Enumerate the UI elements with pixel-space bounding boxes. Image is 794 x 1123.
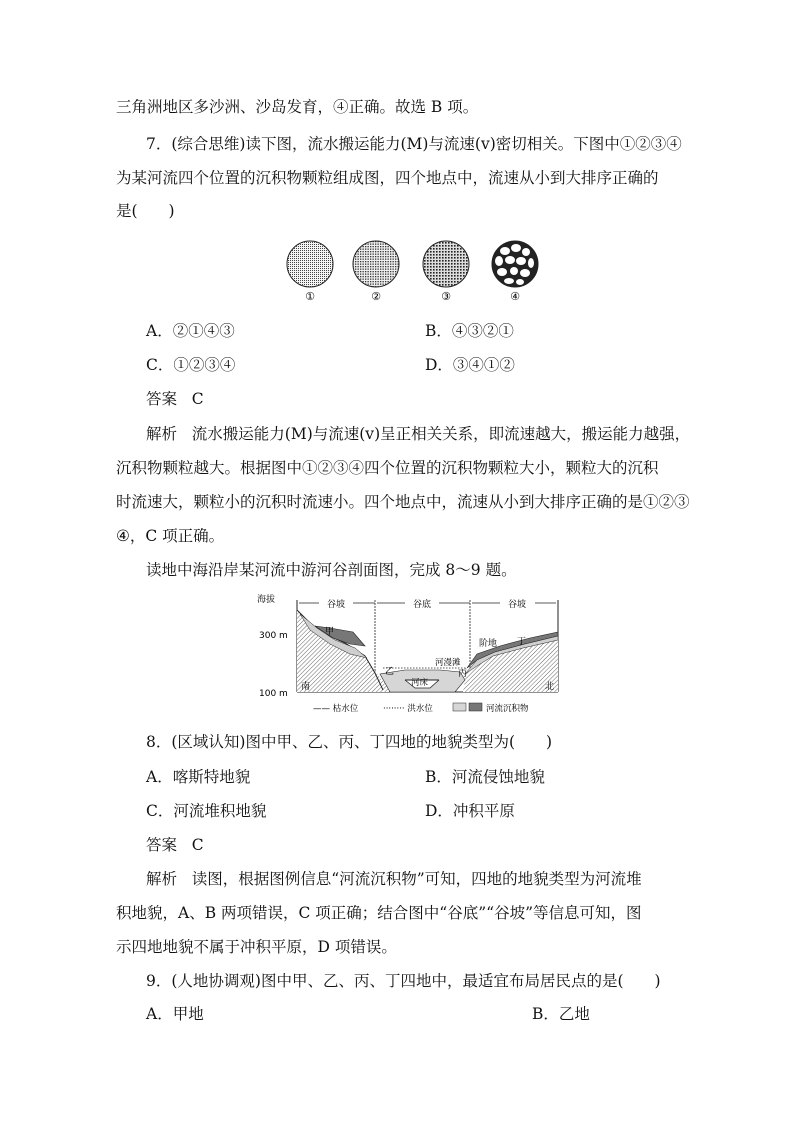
legend-low-water: —— 枯水位 (313, 704, 359, 714)
q8-option-c: C．河流堆积地貌 (146, 802, 267, 820)
grain-circle-3 (423, 241, 469, 287)
label-bing: 丙 (458, 669, 468, 679)
label-riverbed: 河床 (411, 678, 429, 688)
q7-stem-line1: 7．(综合思维)读下图，流水搬运能力(M)与流速(v)密切相关。下图中①②③④ (146, 135, 682, 153)
q7-answer (146, 389, 204, 409)
q7-stem-line2: 为某河流四个位置的沉积物颗粒组成图，四个地点中，流速从小到大排序正确的 (116, 169, 659, 187)
explanation-text: 读图，根据图例信息“河流沉积物”可知，四地的地貌类型为河流堆 (191, 870, 642, 888)
answer-label: 答案 (146, 390, 178, 408)
grain-circle-2 (353, 241, 399, 287)
q8-stem: 8．(区域认知)图中甲、乙、丙、丁四地的地貌类型为( ) (146, 733, 553, 751)
grain-label-3: ③ (441, 290, 451, 303)
q6-tail-text: 三角洲地区多沙洲、沙岛发育，④正确。故选 B 项。 (116, 98, 479, 116)
q8-option-b: B．河流侵蚀地貌 (425, 768, 545, 786)
sediment-grain-figure (280, 236, 550, 306)
q8-answer (146, 835, 204, 855)
explanation-label: 解析 (146, 425, 178, 443)
legend-swatch-dark (469, 703, 482, 711)
answer-label: 答案 (146, 836, 178, 854)
grain-circle-4 (492, 241, 538, 287)
q7-option-b: B．④③②① (425, 322, 514, 340)
label-valley-bottom: 谷底 (412, 600, 432, 610)
answer-value: C (191, 836, 204, 854)
q8-option-a: A．喀斯特地貌 (146, 768, 251, 786)
answer-value: C (191, 390, 204, 408)
q7-option-d: D．③④①② (425, 356, 515, 374)
q9-option-a: A．甲地 (146, 1005, 204, 1023)
label-floodplain: 河漫滩 (435, 658, 461, 668)
valley-cross-section-figure (255, 588, 565, 716)
y-tick-300: 300 m (259, 631, 288, 641)
q8-explanation-line3: 示四地地貌不属于冲积平原，D 项错误。 (116, 938, 397, 956)
grain-circle-1 (287, 241, 333, 287)
label-slope-right: 谷坡 (507, 600, 527, 610)
legend-swatch-light (453, 703, 466, 711)
explanation-text: 流水搬运能力(M)与流速(v)呈正相关关系，即流速越大，搬运能力越强， (191, 425, 691, 443)
label-yi: 乙 (385, 667, 395, 677)
q8-9-intro: 读地中海沿岸某河流中游河谷剖面图，完成 8～9 题。 (146, 561, 517, 579)
q9-stem: 9．(人地协调观)图中甲、乙、丙、丁四地中，最适宜布局居民点的是( ) (146, 972, 661, 990)
label-terrace: 阶地 (479, 639, 498, 649)
q7-option-a: A．②①④③ (146, 322, 235, 340)
label-south: 南 (301, 682, 311, 692)
q9-option-b: B．乙地 (532, 1005, 590, 1023)
q7-explanation-line2: 沉积物颗粒越大。根据图中①②③④四个位置的沉积物颗粒大小，颗粒大的沉积 (116, 459, 659, 477)
q7-explanation-line3: 时流速大，颗粒小的沉积时流速小。四个地点中，流速从小到大排序正确的是①②③ (116, 493, 690, 511)
label-slope-left: 谷坡 (326, 600, 346, 610)
legend-flood-water: ········ 洪水位 (383, 704, 433, 714)
legend-sediment: 河流沉积物 (486, 704, 529, 714)
q7-stem-line3: 是( ) (116, 202, 175, 220)
q8-explanation-line1 (146, 869, 642, 889)
label-jia: 甲 (325, 627, 335, 637)
explanation-label: 解析 (146, 870, 178, 888)
grain-label-1: ① (305, 290, 315, 303)
grain-label-2: ② (371, 290, 381, 303)
q8-option-d: D．冲积平原 (425, 802, 515, 820)
y-tick-100: 100 m (259, 689, 288, 699)
label-north: 北 (545, 682, 555, 692)
label-ding: 丁 (517, 637, 527, 647)
q7-explanation-line4: ④，C 项正确。 (116, 527, 225, 545)
q7-explanation-line1 (146, 424, 690, 444)
y-axis-title: 海拔 (257, 595, 276, 605)
q7-option-c: C．①②③④ (146, 356, 236, 374)
q8-explanation-line2: 积地貌，A、B 两项错误，C 项正确；结合图中“谷底”“谷坡”等信息可知，图 (116, 904, 642, 922)
grain-label-4: ④ (510, 290, 520, 303)
